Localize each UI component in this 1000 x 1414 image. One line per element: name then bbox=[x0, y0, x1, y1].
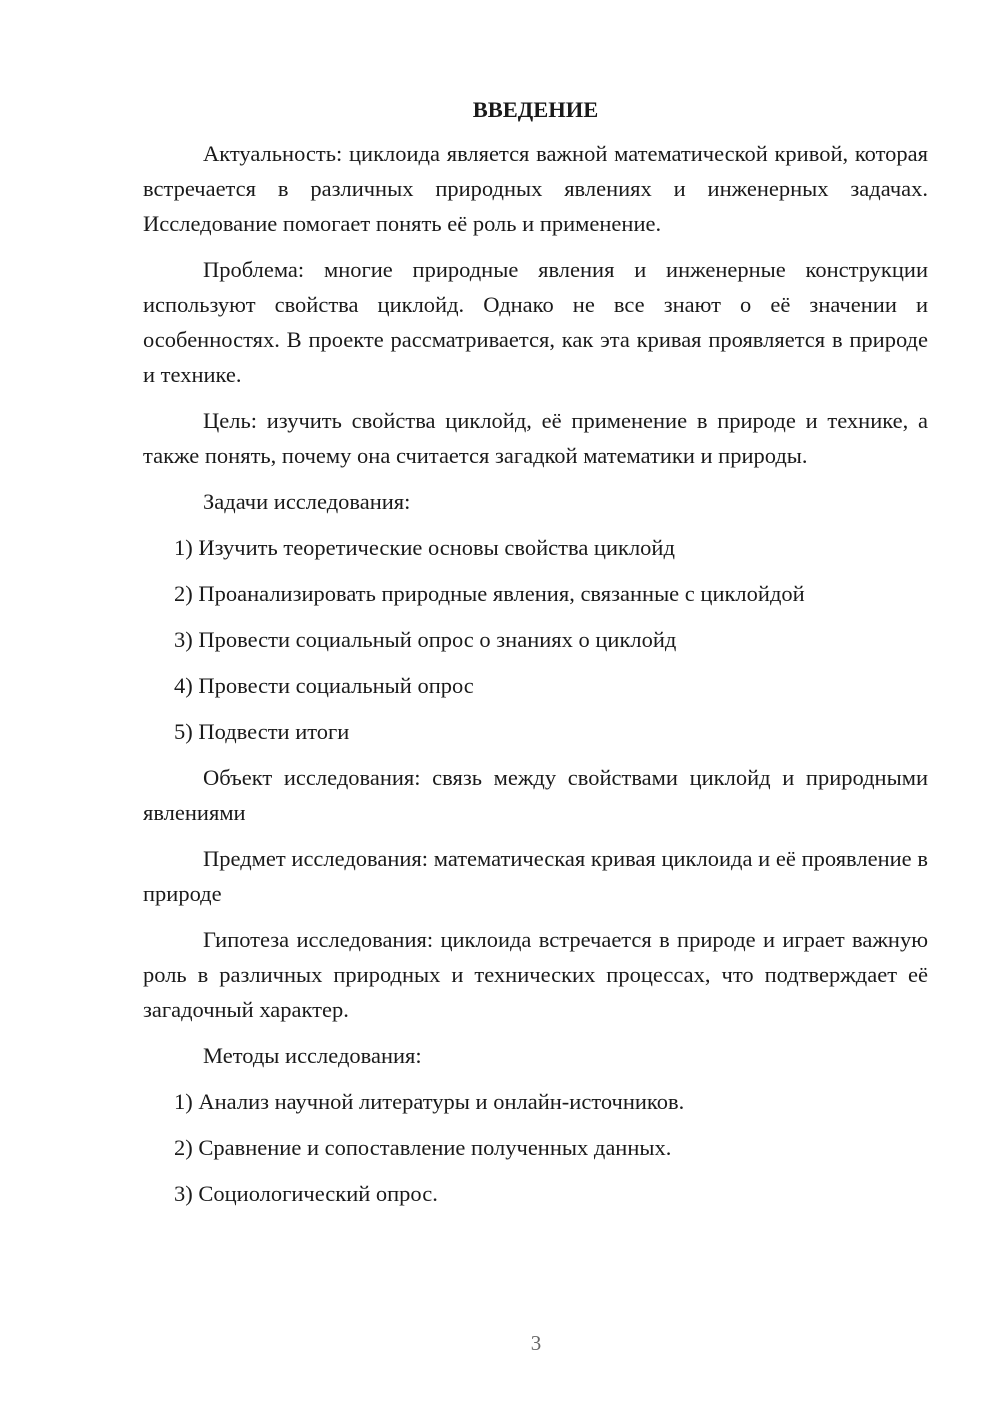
task-item: 2) Проанализировать природные явления, связанные с циклойдой bbox=[174, 581, 805, 606]
task-item: 5) Подвести итоги bbox=[174, 719, 350, 744]
task-item: 1) Изучить теоретические основы свойства циклойд bbox=[174, 535, 675, 560]
page-content bbox=[143, 92, 928, 1222]
tasks-heading: Задачи исследования: bbox=[203, 489, 411, 514]
task-item: 3) Провести социальный опрос о знаниях о циклойд bbox=[174, 627, 677, 652]
goal-paragraph: Цель: изучить свойства циклойд, её применение в природе и технике, а также понять, почему она считается загадкой математики и природы. bbox=[143, 408, 928, 468]
subject-paragraph: Предмет исследования: математическая кривая циклоида и её проявление в природе bbox=[143, 846, 928, 906]
object-paragraph: Объект исследования: связь между свойствами циклойд и природными явлениями bbox=[143, 765, 928, 825]
section-title: ВВЕДЕНИЕ bbox=[472, 97, 599, 122]
method-item: 2) Сравнение и сопоставление полученных данных. bbox=[174, 1135, 672, 1160]
page-number: 3 bbox=[530, 1331, 542, 1355]
method-item: 1) Анализ научной литературы и онлайн-источников. bbox=[174, 1089, 685, 1114]
hypothesis-paragraph: Гипотеза исследования: циклоида встречается в природе и играет важную роль в различных природных и технических процессах, что подтверждает её загадочный характер. bbox=[143, 927, 928, 1022]
problem-paragraph: Проблема: многие природные явления и инженерные конструкции используют свойства циклойд. Однако не все знают о её значении и особенностях. В проекте рассматривается, как эта кривая проявляется в природе и технике. bbox=[143, 257, 928, 387]
methods-heading: Методы исследования: bbox=[203, 1043, 422, 1068]
relevance-paragraph: Актуальность: циклоида является важной математической кривой, которая встречается в различных природных явлениях и инженерных задачах. Исследование помогает понять её роль и применение. bbox=[143, 141, 928, 236]
method-item: 3) Социологический опрос. bbox=[174, 1181, 438, 1206]
task-item: 4) Провести социальный опрос bbox=[174, 673, 474, 698]
